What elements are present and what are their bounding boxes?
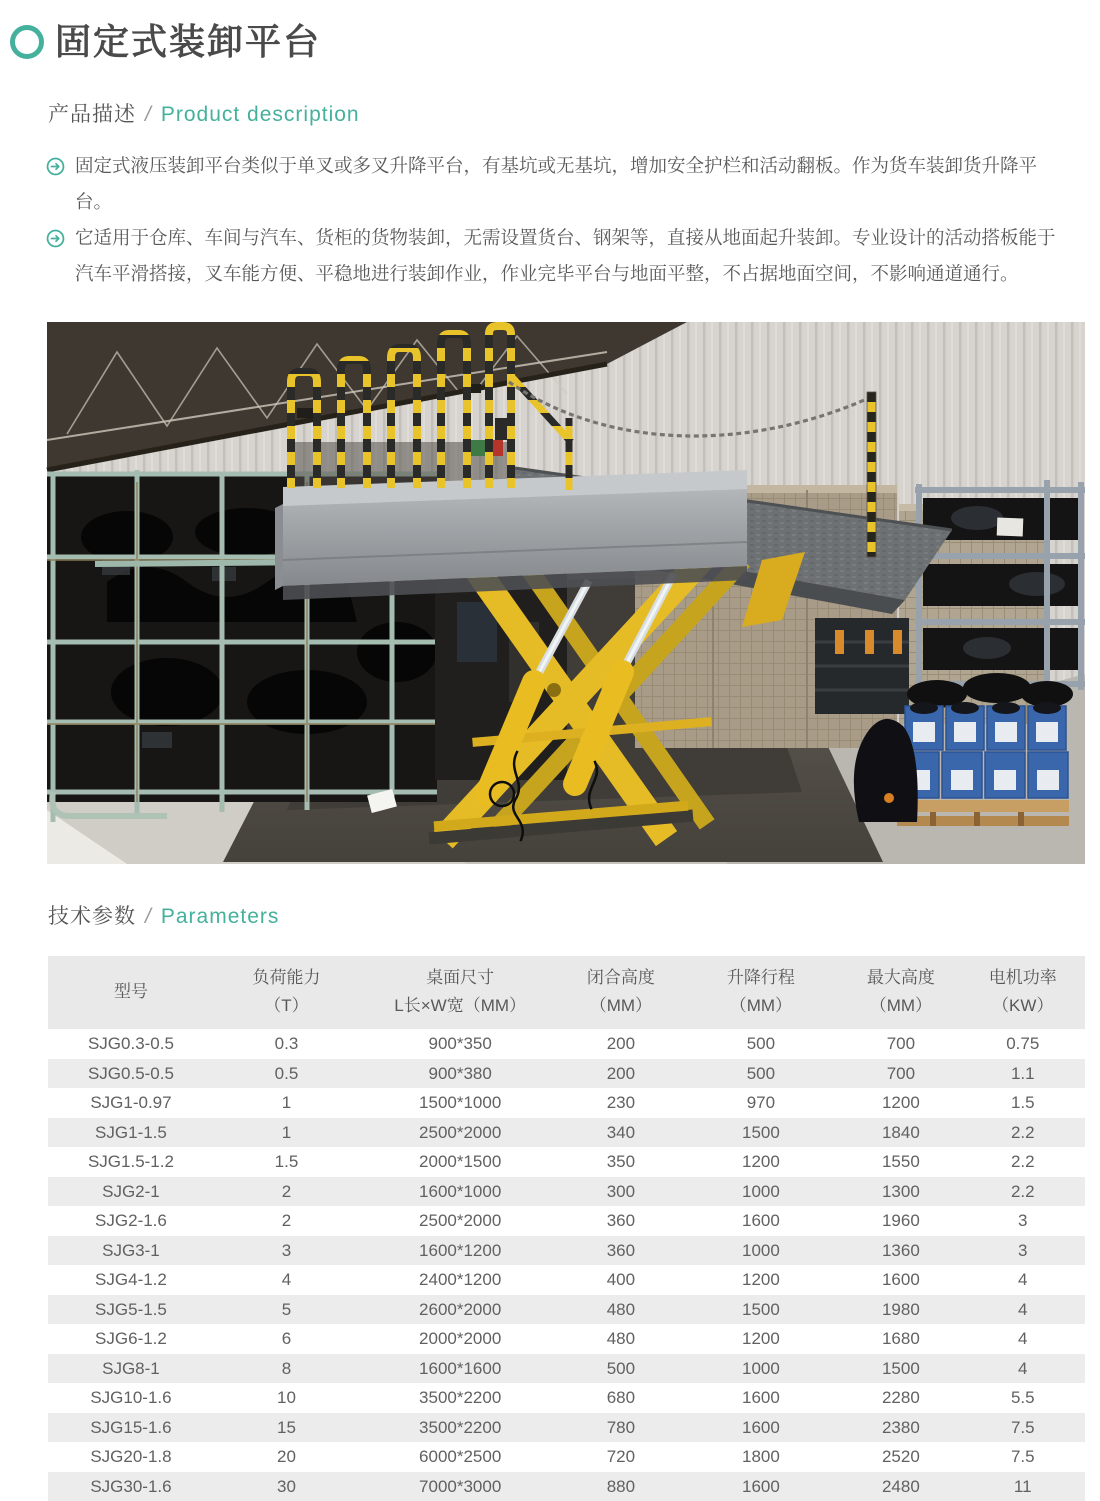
table-cell: 1980 [841, 1295, 960, 1325]
table-cell: 1600 [681, 1413, 842, 1443]
table-cell: 4 [1018, 1329, 1028, 1349]
table-cell: 2280 [881, 1388, 920, 1408]
table-row [48, 1354, 1085, 1384]
table-cell: 3500*2200 [359, 1413, 561, 1443]
table-cell: 4 [281, 1270, 292, 1290]
bullet-text: 固定式液压装卸平台类似于单叉或多叉升降平台，有基坑或无基坑，增加安全护栏和活动翻板。作为货车装卸货升降平台。 [75, 154, 1038, 212]
table-row [48, 1265, 1085, 1295]
table-cell: 11 [961, 1472, 1085, 1501]
table-header [48, 956, 1085, 1030]
table-cell: 2 [214, 1177, 359, 1207]
table-cell: 0.3 [274, 1034, 299, 1054]
table-cell: 2.2 [961, 1118, 1085, 1148]
col-header-max-height: 最大高度 （MM） [841, 956, 960, 1030]
table-cell: SJG20-1.8 [90, 1447, 172, 1467]
table-cell: 400 [606, 1270, 636, 1290]
right-shelf-rack [915, 480, 1085, 694]
table-cell: 2500*2000 [359, 1118, 561, 1148]
table-cell: 1600 [741, 1388, 780, 1408]
table-row [48, 1088, 1085, 1118]
table-cell: 4 [1018, 1270, 1028, 1290]
table-cell: 10 [277, 1388, 296, 1408]
table-cell: 1000 [681, 1236, 842, 1266]
table-cell: SJG0.5-0.5 [48, 1059, 214, 1089]
table-cell: 6 [281, 1329, 292, 1349]
table-cell: 1680 [881, 1329, 920, 1349]
table-cell: 2.2 [1010, 1152, 1035, 1172]
table-cell: 1550 [881, 1152, 920, 1172]
table-cell: 2400*1200 [419, 1270, 502, 1290]
table-cell: 200 [561, 1059, 680, 1089]
table-row [48, 1118, 1085, 1148]
table-cell: 20 [277, 1447, 296, 1467]
table-cell: 500 [746, 1034, 776, 1054]
table-cell: SJG15-1.6 [48, 1413, 214, 1443]
table-cell: 6000*2500 [419, 1447, 502, 1467]
table-cell: 1 [281, 1093, 292, 1113]
table-cell: 700 [886, 1034, 916, 1054]
parameters-table [48, 956, 1085, 1501]
list-item [46, 148, 1066, 220]
table-cell: SJG1.5-1.2 [87, 1152, 174, 1172]
table-cell: 1500 [681, 1118, 842, 1148]
table-cell: 2000*2000 [419, 1329, 502, 1349]
table-cell: 1600 [741, 1211, 780, 1231]
table-cell: 350 [606, 1152, 636, 1172]
description-heading-en: Product description [160, 102, 360, 126]
table-cell: 880 [561, 1472, 680, 1501]
table-cell: 340 [561, 1118, 680, 1148]
table-row [48, 1206, 1085, 1236]
table-cell: SJG0.3-0.5 [87, 1034, 174, 1054]
table-cell: 720 [606, 1447, 636, 1467]
table-cell: SJG2-1.6 [95, 1211, 167, 1231]
table-cell: 15 [214, 1413, 359, 1443]
table-row [48, 1295, 1085, 1325]
table-cell: 300 [561, 1177, 680, 1207]
table-cell: 1200 [881, 1093, 920, 1113]
table-cell: 1600*1200 [359, 1236, 561, 1266]
table-cell: 1500*1000 [419, 1093, 502, 1113]
table-cell: 1600 [681, 1472, 842, 1501]
table-cell: 1600*1600 [359, 1354, 561, 1384]
table-cell: SJG4-1.2 [95, 1270, 167, 1290]
bullet-text: 它适用于仓库、车间与汽车、货柜的货物装卸，无需设置货台、钢架等，直接从地面起升装卸。专业设计的活动搭板能于汽车平滑搭接，叉车能方便、平稳地进行装卸作业，作业完毕平台与地面平整，不占据地面空间，不影响通道通行。 [75, 226, 1056, 284]
table-cell: SJG30-1.6 [48, 1472, 214, 1501]
table-cell: 2600*2000 [359, 1295, 561, 1325]
table-row [48, 1472, 1085, 1501]
table-cell: 2500*2000 [419, 1211, 502, 1231]
table-row [48, 1029, 1085, 1059]
table-cell: 1500 [681, 1295, 842, 1325]
table-cell: SJG6-1.2 [95, 1329, 167, 1349]
table-cell: 680 [606, 1388, 636, 1408]
table-cell: SJG3-1 [48, 1236, 214, 1266]
table-cell: 500 [681, 1059, 842, 1089]
table-row [48, 1177, 1085, 1207]
table-cell: 2480 [841, 1472, 960, 1501]
table-cell: 7.5 [961, 1413, 1085, 1443]
table-cell: 3 [961, 1236, 1085, 1266]
title-ring-icon [10, 25, 44, 59]
table-cell: 0.5 [214, 1059, 359, 1089]
col-header-model: 型号 [48, 956, 214, 1030]
table-cell: 970 [746, 1093, 776, 1113]
table-cell: 7000*3000 [359, 1472, 561, 1501]
table-cell: 230 [606, 1093, 636, 1113]
table-cell: SJG2-1 [48, 1177, 214, 1207]
col-header-travel: 升降行程 （MM） [681, 956, 842, 1030]
table-cell: SJG5-1.5 [48, 1295, 214, 1325]
heading-separator: / [145, 102, 152, 126]
table-row [48, 1236, 1085, 1266]
table-cell: 1360 [841, 1236, 960, 1266]
table-cell: 2 [281, 1211, 292, 1231]
table-cell: 480 [561, 1295, 680, 1325]
table-cell: 360 [561, 1236, 680, 1266]
table-cell: 2520 [881, 1447, 920, 1467]
table-cell: 2000*1500 [419, 1152, 502, 1172]
table-cell: SJG10-1.6 [90, 1388, 172, 1408]
table-cell: 1200 [741, 1270, 780, 1290]
product-photo-illustration [47, 322, 1085, 864]
table-row [48, 1059, 1085, 1089]
parameters-heading [0, 900, 1100, 930]
col-header-closed-height: 闭合高度 （MM） [561, 956, 680, 1030]
col-header-table-size: 桌面尺寸 L长×W宽（MM） [359, 956, 561, 1030]
table-cell: SJG1-1.5 [48, 1118, 214, 1148]
table-cell: 7.5 [1010, 1447, 1035, 1467]
table-cell: 200 [606, 1034, 636, 1054]
product-photo [47, 322, 1085, 864]
table-row [48, 1413, 1085, 1443]
table-row [48, 1324, 1085, 1354]
table-cell: 1300 [841, 1177, 960, 1207]
parameters-table-body [48, 1029, 1085, 1501]
table-cell: 360 [606, 1211, 636, 1231]
col-header-motor-power: 电机功率 （KW） [961, 956, 1085, 1030]
table-cell: 3500*2200 [419, 1388, 502, 1408]
table-cell: 5.5 [1010, 1388, 1035, 1408]
table-cell: 1200 [741, 1152, 780, 1172]
page-title-row [0, 0, 1100, 62]
table-cell: 1600 [881, 1270, 920, 1290]
table-cell: 1600*1000 [359, 1177, 561, 1207]
parameters-heading-en: Parameters [160, 904, 280, 928]
table-cell: 5 [214, 1295, 359, 1325]
table-cell: 8 [214, 1354, 359, 1384]
table-cell: SJG8-1 [48, 1354, 214, 1384]
table-row [48, 1147, 1085, 1177]
table-cell: 1 [214, 1118, 359, 1148]
description-bullets [0, 148, 1100, 292]
table-cell: 1000 [681, 1354, 842, 1384]
table-row [48, 1442, 1085, 1472]
table-cell: 1000 [681, 1177, 842, 1207]
table-cell: 480 [606, 1329, 636, 1349]
table-cell: 1.1 [961, 1059, 1085, 1089]
table-cell: 30 [214, 1472, 359, 1501]
table-cell: 1.5 [274, 1152, 299, 1172]
table-cell: SJG1-0.97 [90, 1093, 172, 1113]
page-title: 固定式装卸平台 [55, 21, 322, 62]
table-cell: 1200 [741, 1329, 780, 1349]
table-cell: 4 [961, 1295, 1085, 1325]
table-cell: 4 [961, 1354, 1085, 1384]
table-cell: 1800 [741, 1447, 780, 1467]
table-cell: 900*380 [359, 1059, 561, 1089]
parameters-heading-zh: 技术参数 [48, 904, 136, 928]
arrow-circle-icon [46, 229, 65, 248]
table-cell: 1.5 [1010, 1093, 1035, 1113]
table-cell: 1500 [841, 1354, 960, 1384]
table-cell: 780 [561, 1413, 680, 1443]
table-cell: 700 [841, 1059, 960, 1089]
table-cell: 2380 [841, 1413, 960, 1443]
arrow-circle-icon [46, 157, 65, 176]
heading-separator: / [145, 904, 152, 928]
table-cell: 1960 [881, 1211, 920, 1231]
table-cell: 2.2 [961, 1177, 1085, 1207]
col-header-capacity: 负荷能力 （T） [214, 956, 359, 1030]
table-cell: 0.75 [1006, 1034, 1040, 1054]
description-heading [0, 98, 1100, 128]
table-cell: 3 [214, 1236, 359, 1266]
table-cell: 500 [561, 1354, 680, 1384]
table-cell: 900*350 [428, 1034, 492, 1054]
list-item [46, 220, 1066, 292]
description-heading-zh: 产品描述 [48, 102, 136, 126]
table-row [48, 1383, 1085, 1413]
table-cell: 3 [1018, 1211, 1028, 1231]
table-cell: 1840 [841, 1118, 960, 1148]
